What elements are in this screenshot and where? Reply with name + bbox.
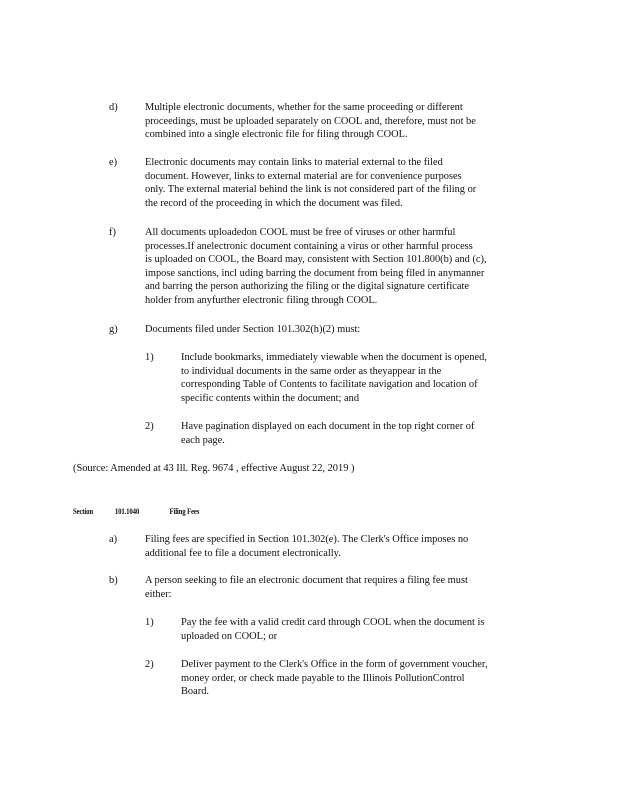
item-label-a: a) xyxy=(109,534,118,545)
subitem-text-b2: Deliver payment to the Clerk's Office in the form of government voucher, money order, or check made payable to the Illinois PollutionControl Board. xyxy=(181,659,488,698)
section-heading-label: Section xyxy=(73,507,93,516)
item-label-b: b) xyxy=(109,575,118,586)
item-label-g: g) xyxy=(109,324,118,335)
subitem-text-g2: Have pagination displayed on each document in the top right corner of each page. xyxy=(181,421,475,446)
item-text-e: Electronic documents may contain links to material external to the filed document. However, links to external material are for convenience purposes only. The external material behind the link is not considered part of the filing or the record of the proceeding in which the document was filed. xyxy=(145,157,477,209)
item-label-e: e) xyxy=(109,157,118,168)
subitem-label-b1: 1) xyxy=(145,617,154,628)
source-note: (Source: Amended at 43 Ill. Reg. 9674 , effective August 22, 2019 ) xyxy=(73,463,355,474)
subitem-label-g2: 2) xyxy=(145,421,154,432)
item-label-f: f) xyxy=(109,227,116,238)
item-label-d: d) xyxy=(109,102,118,113)
section-heading-number: 101.1040 xyxy=(114,507,140,516)
section-heading-title: Filing Fees xyxy=(169,507,200,516)
section-heading xyxy=(73,507,199,516)
subitem-label-b2: 2) xyxy=(145,659,154,670)
item-text-a: Filing fees are specified in Section 101.302(e). The Clerk's Office imposes no additional fee to file a document electronically. xyxy=(145,534,469,559)
subitem-label-g1: 1) xyxy=(145,352,154,363)
item-text-f: All documents uploadedon COOL must be free of viruses or other harmful processes.If anelectronic document containing a virus or other harmful process is uploaded on COOL, the Board may, consistent with Section 101.800(b) and (c), impose sanctions, incl uding barring the document from being filed in anymanner and barring the person authorizing the filing or the digital signature certificate holder from anyfurther electronic filing through COOL. xyxy=(145,227,487,306)
subitem-text-g1: Include bookmarks, immediately viewable when the document is opened, to individual documents in the same order as theyappear in the corresponding Table of Contents to facilitate navigation and location of specific contents within the document; and xyxy=(181,352,487,404)
subitem-text-b1: Pay the fee with a valid credit card through COOL when the document is uploaded on COOL; or xyxy=(181,617,485,642)
item-text-d: Multiple electronic documents, whether for the same proceeding or different proceedings, must be uploaded separately on COOL and, therefore, must not be combined into a single electronic file for filing through COOL. xyxy=(145,102,476,141)
item-text-g: Documents filed under Section 101.302(h)(2) must: xyxy=(145,324,361,335)
item-text-b: A person seeking to file an electronic document that requires a filing fee must either: xyxy=(145,575,468,600)
